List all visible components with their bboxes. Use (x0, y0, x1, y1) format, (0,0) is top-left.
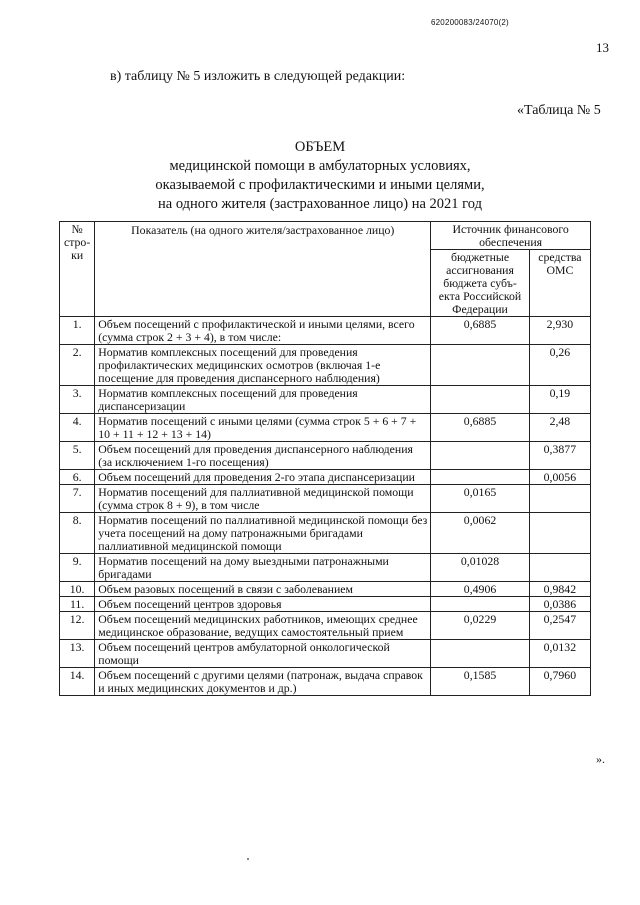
row-indicator: Объем разовых посещений в связи с заболеванием (95, 582, 431, 597)
closing-mark: ». (596, 752, 605, 766)
table-row (60, 386, 591, 414)
table-row (60, 317, 591, 345)
scan-speck (247, 858, 249, 860)
row-budget-value: 0,1585 (431, 668, 530, 696)
row-number: 8. (60, 513, 95, 554)
row-indicator: Объем посещений для проведения 2-го этапа диспансеризации (95, 470, 431, 485)
row-oms-value (529, 485, 590, 513)
row-number: 13. (60, 640, 95, 668)
row-budget-value: 0,6885 (431, 414, 530, 442)
row-number: 1. (60, 317, 95, 345)
row-oms-value: 0,19 (529, 386, 590, 414)
row-indicator: Объем посещений центров амбулаторной онкологической помощи (95, 640, 431, 668)
title-line-2: медицинской помощи в амбулаторных условиях, (169, 158, 471, 174)
row-oms-value: 0,3877 (529, 442, 590, 470)
title-line-1: ОБЪЕМ (294, 139, 346, 155)
row-indicator: Объем посещений центров здоровья (95, 597, 431, 612)
table-row (60, 640, 591, 668)
title-line-4: на одного жителя (застрахованное лицо) на 2021 год (158, 196, 482, 212)
row-oms-value: 0,2547 (529, 612, 590, 640)
row-budget-value: 0,0229 (431, 612, 530, 640)
row-budget-value: 0,0165 (431, 485, 530, 513)
header-budget: бюджетные ассигнования бюджета субъ-екта Российской Федерации (431, 250, 530, 317)
document-title (0, 138, 640, 214)
row-budget-value: 0,0062 (431, 513, 530, 554)
row-number: 12. (60, 612, 95, 640)
row-indicator: Объем посещений с профилактической и иными целями, всего (сумма строк 2 + 3 + 4), в том числе: (95, 317, 431, 345)
table-row (60, 513, 591, 554)
row-budget-value: 0,4906 (431, 582, 530, 597)
page-number: 13 (596, 40, 609, 55)
intro-text: в) таблицу № 5 изложить в следующей редакции: (110, 69, 406, 84)
row-indicator: Норматив комплексных посещений для проведения профилактических медицинских осмотров (включая 1-е посещение для проведения диспансерного наблюдения) (95, 345, 431, 386)
row-oms-value: 0,0056 (529, 470, 590, 485)
row-indicator: Объем посещений для проведения диспансерного наблюдения (за исключением 1-го посещения) (95, 442, 431, 470)
row-oms-value (529, 554, 590, 582)
row-oms-value: 0,7960 (529, 668, 590, 696)
table-body (60, 317, 591, 696)
table-row (60, 442, 591, 470)
header-indicator: Показатель (на одного жителя/застрахованное лицо) (95, 222, 431, 317)
row-indicator: Норматив комплексных посещений для проведения диспансеризации (95, 386, 431, 414)
table-row (60, 612, 591, 640)
row-indicator: Норматив посещений для паллиативной медицинской помощи (сумма строк 8 + 9), в том числе (95, 485, 431, 513)
row-budget-value (431, 386, 530, 414)
row-number: 9. (60, 554, 95, 582)
table-row (60, 345, 591, 386)
header-oms: средства ОМС (529, 250, 590, 317)
row-budget-value (431, 597, 530, 612)
row-indicator: Норматив посещений по паллиативной медицинской помощи без учета посещений на дому патронажными бригадами паллиативной медицинской помощи (95, 513, 431, 554)
row-budget-value (431, 640, 530, 668)
row-number: 5. (60, 442, 95, 470)
table-row (60, 414, 591, 442)
header-row-number: № стро-ки (60, 222, 95, 317)
row-number: 7. (60, 485, 95, 513)
row-indicator: Норматив посещений на дому выездными патронажными бригадами (95, 554, 431, 582)
header-funding-source: Источник финансового обеспечения (431, 222, 591, 250)
table-row (60, 554, 591, 582)
row-number: 10. (60, 582, 95, 597)
title-line-3: оказываемой с профилактическими и иными целями, (155, 177, 485, 193)
row-budget-value: 0,6885 (431, 317, 530, 345)
row-indicator: Объем посещений медицинских работников, имеющих среднее медицинское образование, ведущих самостоятельный прием (95, 612, 431, 640)
table-row (60, 668, 591, 696)
table-row (60, 582, 591, 597)
row-oms-value: 0,0132 (529, 640, 590, 668)
row-oms-value: 0,9842 (529, 582, 590, 597)
row-number: 14. (60, 668, 95, 696)
row-budget-value (431, 345, 530, 386)
row-budget-value (431, 470, 530, 485)
table-row (60, 470, 591, 485)
table-row (60, 597, 591, 612)
row-number: 3. (60, 386, 95, 414)
table-reference: «Таблица № 5 (517, 103, 601, 118)
document-id: 620200083/24070(2) (431, 18, 509, 27)
row-oms-value: 2,930 (529, 317, 590, 345)
row-oms-value: 2,48 (529, 414, 590, 442)
row-oms-value: 0,26 (529, 345, 590, 386)
row-number: 11. (60, 597, 95, 612)
row-budget-value (431, 442, 530, 470)
table-row (60, 485, 591, 513)
row-oms-value (529, 513, 590, 554)
volume-table (59, 221, 591, 696)
row-number: 4. (60, 414, 95, 442)
row-indicator: Объем посещений с другими целями (патронаж, выдача справок и иных медицинских документов и др.) (95, 668, 431, 696)
row-number: 2. (60, 345, 95, 386)
row-oms-value: 0,0386 (529, 597, 590, 612)
row-budget-value: 0,01028 (431, 554, 530, 582)
row-indicator: Норматив посещений с иными целями (сумма строк 5 + 6 + 7 + 10 + 11 + 12 + 13 + 14) (95, 414, 431, 442)
row-number: 6. (60, 470, 95, 485)
table-header-row (60, 222, 591, 250)
